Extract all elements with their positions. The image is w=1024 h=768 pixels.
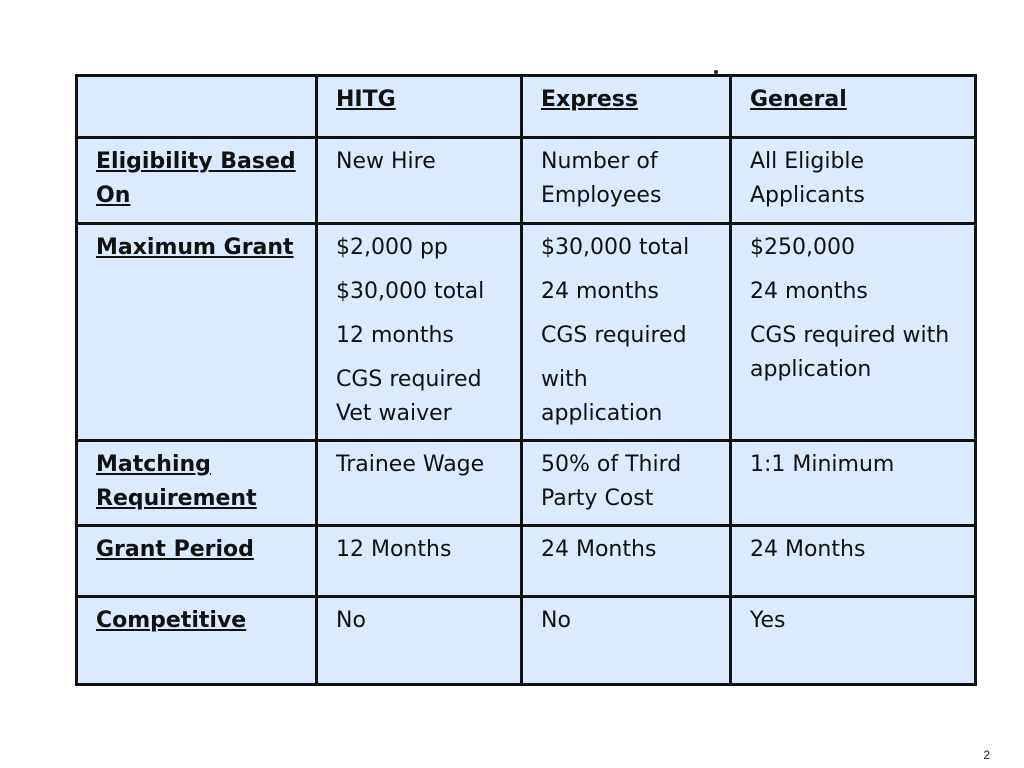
cell-text: with xyxy=(541,367,588,392)
header-general: General xyxy=(731,76,976,138)
cell-text: No xyxy=(336,608,366,633)
cell-text: Number of Employees xyxy=(541,149,662,208)
cell-eligibility-general xyxy=(731,138,976,224)
cell-competitive-general xyxy=(731,597,976,685)
row-label-matching-requirement: Matching Requirement xyxy=(77,441,317,526)
cell-matching-express xyxy=(522,441,731,526)
cell-eligibility-express xyxy=(522,138,731,224)
cell-text: Vet waiver xyxy=(336,401,452,426)
table-row xyxy=(77,597,976,685)
header-blank-cell xyxy=(77,76,317,138)
cell-grant-period-hitg xyxy=(317,526,522,597)
cell-text: $250,000 xyxy=(750,235,855,260)
cell-text: $30,000 total xyxy=(336,279,485,304)
cell-eligibility-hitg xyxy=(317,138,522,224)
cell-maximum-grant-general xyxy=(731,224,976,441)
cell-text: New Hire xyxy=(336,149,436,174)
cell-text: 12 months xyxy=(336,323,454,348)
cell-text: No xyxy=(541,608,571,633)
cell-text: 24 Months xyxy=(750,537,866,562)
header-express: Express xyxy=(522,76,731,138)
cell-matching-general xyxy=(731,441,976,526)
cell-competitive-express xyxy=(522,597,731,685)
table-row xyxy=(77,441,976,526)
cell-text: 1:1 Minimum xyxy=(750,452,895,477)
cell-text: 24 Months xyxy=(541,537,657,562)
cell-text: CGS required xyxy=(336,367,482,392)
table-row xyxy=(77,138,976,224)
cell-text: Yes xyxy=(750,608,786,633)
row-label-maximum-grant: Maximum Grant xyxy=(77,224,317,441)
table-header-row xyxy=(77,76,976,138)
row-label-grant-period: Grant Period xyxy=(77,526,317,597)
cell-text: 24 months xyxy=(750,279,868,304)
cell-grant-period-general xyxy=(731,526,976,597)
cell-text: CGS required xyxy=(541,323,687,348)
page-number: 2 xyxy=(983,748,990,762)
cell-competitive-hitg xyxy=(317,597,522,685)
cell-grant-period-express xyxy=(522,526,731,597)
cell-text: application xyxy=(541,401,663,426)
cell-text: $2,000 pp xyxy=(336,235,448,260)
cell-matching-hitg xyxy=(317,441,522,526)
cell-text: Trainee Wage xyxy=(336,452,485,477)
table-row xyxy=(77,224,976,441)
cell-text: All Eligible Applicants xyxy=(750,149,865,208)
cell-text: 50% of Third Party Cost xyxy=(541,452,682,511)
row-label-competitive: Competitive xyxy=(77,597,317,685)
cell-text: CGS required with application xyxy=(750,323,950,382)
cell-text: 12 Months xyxy=(336,537,452,562)
header-hitg: HITG xyxy=(317,76,522,138)
grant-comparison-table xyxy=(75,74,977,686)
row-label-eligibility: Eligibility Based On xyxy=(77,138,317,224)
cell-maximum-grant-express xyxy=(522,224,731,441)
cell-maximum-grant-hitg xyxy=(317,224,522,441)
cell-text: $30,000 total xyxy=(541,235,690,260)
cell-text: 24 months xyxy=(541,279,659,304)
table-row xyxy=(77,526,976,597)
